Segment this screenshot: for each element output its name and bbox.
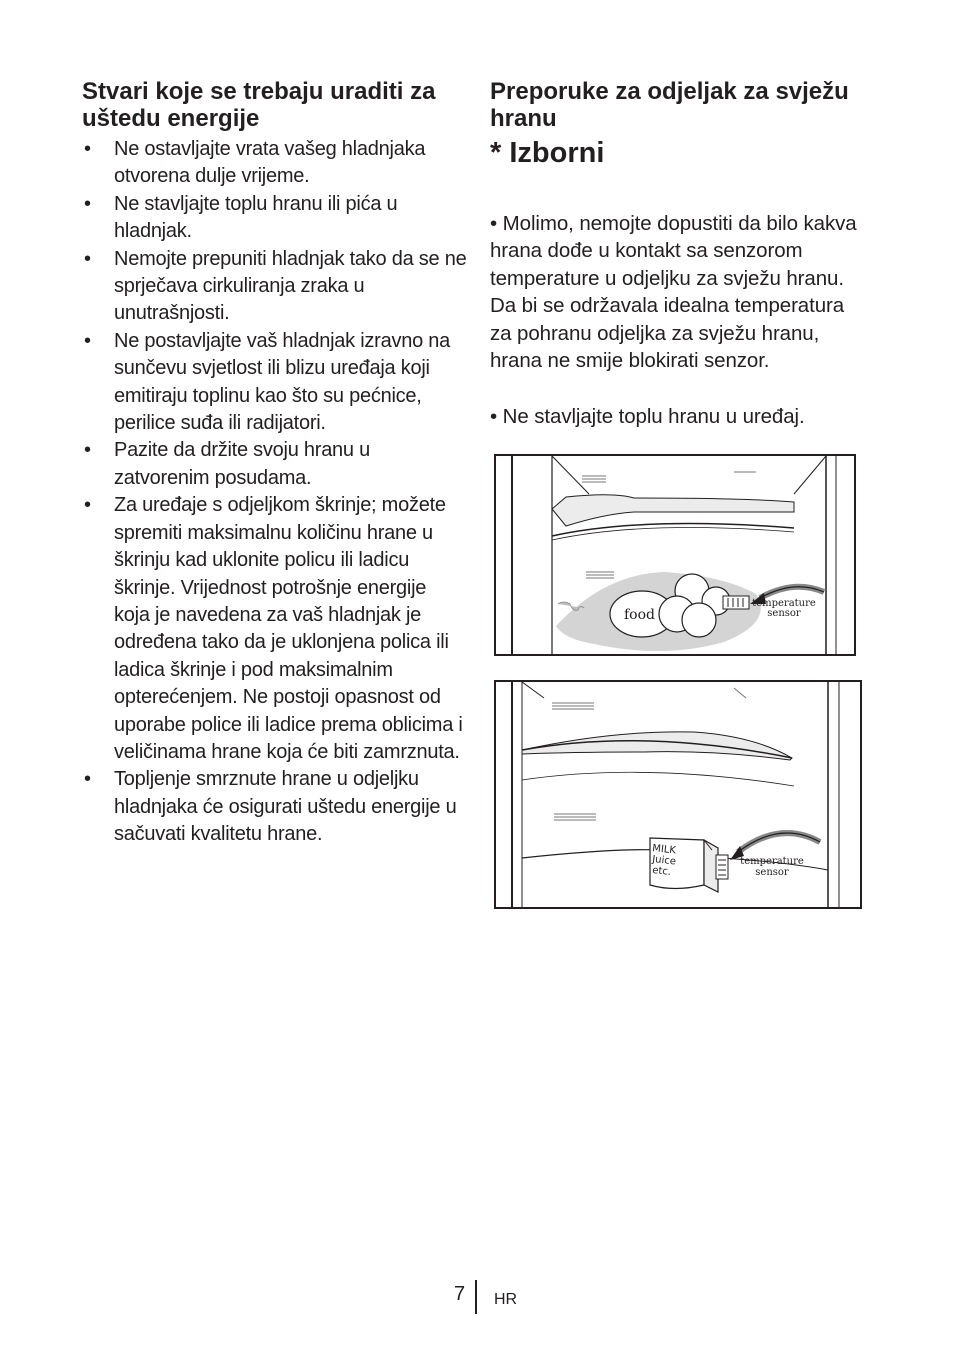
list-item: [82, 191, 467, 246]
list-item: [82, 437, 467, 492]
carton-label-line1: MILK: [651, 843, 677, 857]
energy-saving-list: [82, 136, 467, 849]
list-item: [82, 492, 467, 766]
sensor-label-line1: temperature: [740, 856, 804, 867]
list-item-text: Ne postavljajte vaš hladnjak izravno na sunčevu svjetlost ili blizu uređaja koji emitiraju toplinu kao što su pećnice, perilice suđa ili radijatori.: [114, 329, 451, 435]
list-item: [82, 328, 467, 438]
list-item-text: Ne ostavljajte vrata vašeg hladnjaka otvorena dulje vrijeme.: [114, 138, 426, 188]
list-item: [82, 136, 467, 191]
temperature-sensor: [723, 596, 749, 609]
language-code: HR: [494, 1291, 518, 1308]
bullet: •: [84, 329, 91, 352]
sensor-label-line2: sensor: [767, 608, 801, 619]
bullet: •: [84, 138, 91, 160]
bullet: •: [84, 494, 91, 517]
bullet: •: [84, 439, 91, 462]
fridge-illustration-milk: [494, 680, 862, 909]
carton-label-line2: Juice: [651, 854, 677, 868]
sensor-label-line1: temperature: [752, 598, 816, 609]
list-item: [82, 766, 467, 848]
milk-carton: [650, 838, 718, 892]
list-item-text: Pazite da držite svoju hranu u zatvorenim posudama.: [114, 439, 370, 489]
energy-saving-heading: Stvari koje se trebaju uraditi za uštedu energije: [82, 78, 436, 132]
optional-title: * Izborni: [490, 137, 605, 169]
warm-food-recommendation: • Ne stavljajte toplu hranu u uređaj.: [490, 405, 805, 428]
energy-saving-section: [82, 78, 467, 849]
footer-divider: [475, 1280, 477, 1314]
fridge-illustration-food: [494, 454, 856, 656]
food-label: food: [624, 607, 656, 623]
temperature-sensor: [716, 855, 728, 879]
sensor-recommendation: • Molimo, nemojte dopustiti da bilo kakva hrana dođe u kontakt sa senzorom temperature u odjeljku za svježu hranu. Da bi se održavala idealna temperatura za pohranu odjeljka za svježu hranu, hrana ne smije blokirati senzor.: [490, 212, 857, 373]
list-item: [82, 246, 467, 328]
bullet: •: [84, 768, 91, 791]
bullet: •: [84, 247, 91, 270]
list-item-text: Ne stavljajte toplu hranu ili pića u hladnjak.: [114, 192, 398, 243]
list-item-text: Za uređaje s odjeljkom škrinje; možete spremiti maksimalnu količinu hrane u škrinju kad uklonite policu ili ladicu škrinje. Vrijednost potrošnje energije koja je navedena za vaš hladnjak je određena tako da je uklonjena polica ili ladica škrinje i pod maksimalnim opterećenjem. Ne postoji opasnost od uporabe police ili ladice prema oblicima i veličinama hrane koja će biti zamrznuta.: [114, 494, 463, 763]
fresh-food-heading: Preporuke za odjeljak za svježu hranu: [490, 78, 849, 132]
carton-label-line3: etc.: [651, 865, 672, 878]
sensor-label-line2: sensor: [755, 867, 789, 878]
page-number: 7: [454, 1283, 466, 1305]
list-item-text: Topljenje smrznute hrane u odjeljku hladnjaka će osigurati uštedu energije u sačuvati kvalitetu hrane.: [114, 768, 457, 846]
list-item-text: Nemojte prepuniti hladnjak tako da se ne sprječava cirkuliranja zraka u unutrašnjosti.: [114, 247, 467, 325]
bullet: •: [84, 192, 91, 215]
fresh-food-section: [490, 78, 870, 428]
